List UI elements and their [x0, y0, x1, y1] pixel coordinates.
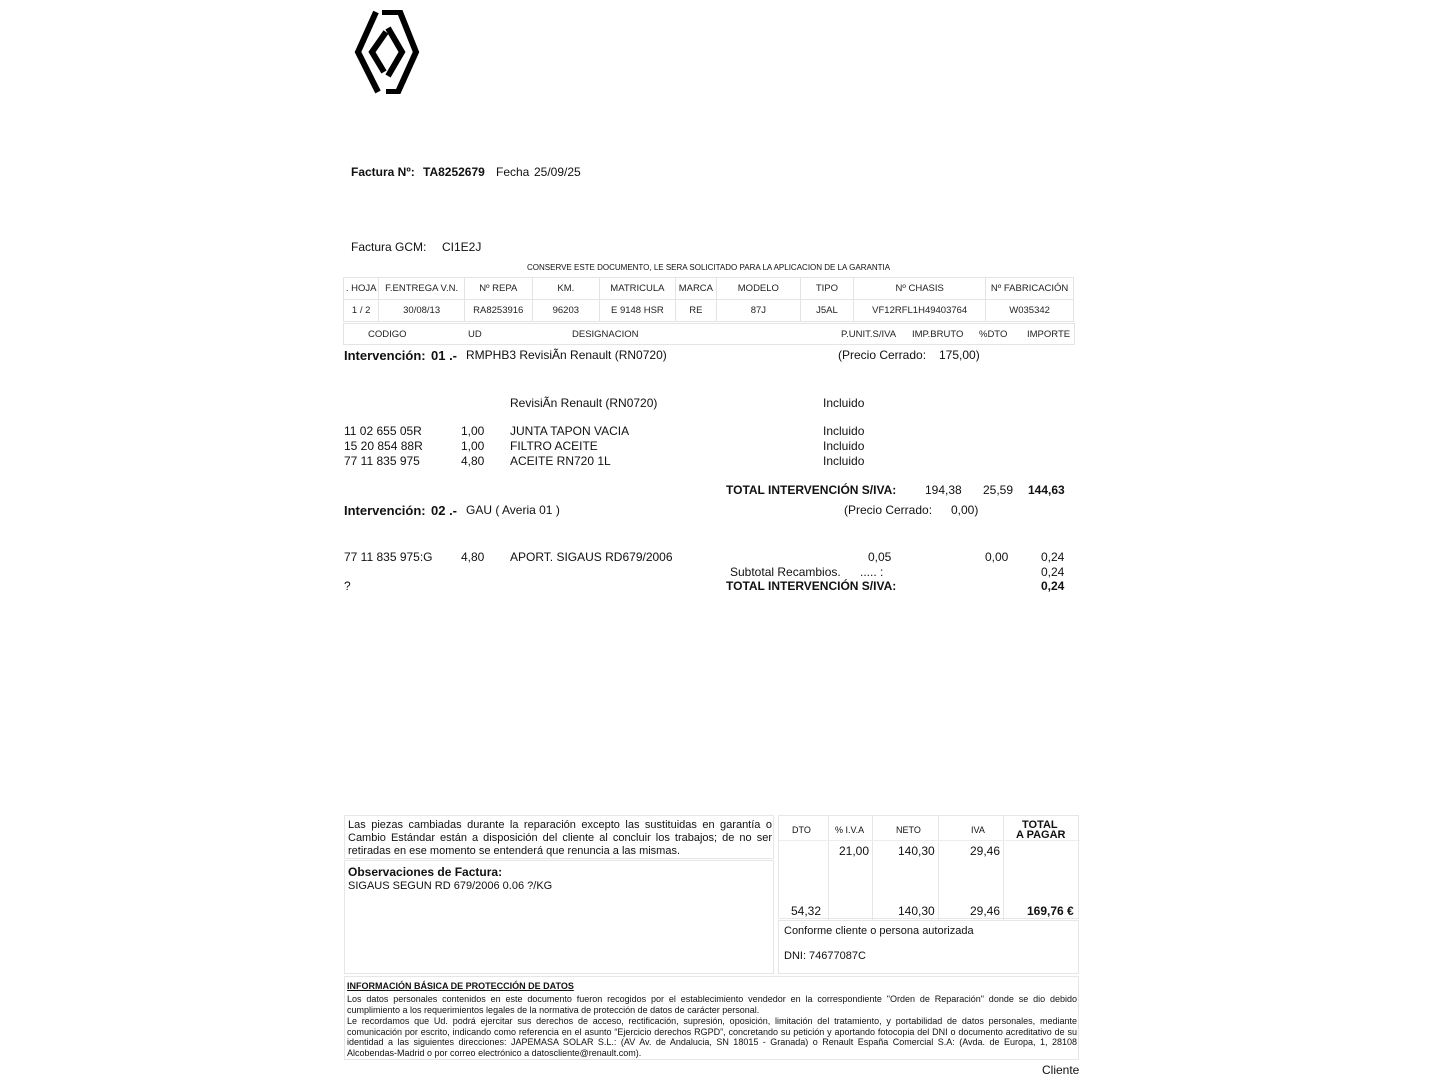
total-dto: 25,59 — [983, 483, 1014, 497]
km-value: 96203 — [532, 300, 600, 322]
marca-value: RE — [675, 300, 716, 322]
subtotal-label: Subtotal Recambios. — [730, 565, 841, 579]
total-intervention-label: TOTAL INTERVENCIÓN S/IVA: — [726, 579, 897, 593]
intervention-label: Intervención: — [344, 503, 426, 518]
col-repa: Nº REPA — [464, 278, 532, 300]
matricula-value: E 9148 HSR — [600, 300, 676, 322]
line-codigo: 11 02 655 05R — [344, 424, 422, 438]
col-chasis: Nº CHASIS — [854, 278, 986, 300]
sum-hdr-dto: DTO — [792, 825, 811, 835]
closed-price-label: (Precio Cerrado: — [844, 503, 933, 517]
line-ud: 4,80 — [461, 454, 485, 468]
vehicle-table-value-row — [344, 300, 1074, 322]
copy-label: Cliente — [1042, 1063, 1080, 1077]
sum-total-neto: 140,30 — [898, 904, 935, 918]
modelo-value: 87J — [717, 300, 801, 322]
sum-hdr-iva: IVA — [971, 825, 985, 835]
signature-box — [778, 920, 1079, 974]
hdr-impbruto: IMP.BRUTO — [912, 329, 964, 340]
col-matricula: MATRICULA — [600, 278, 676, 300]
subheading: RevisiÃn Renault (RN0720) — [510, 396, 658, 410]
privacy-title: INFORMACIÓN BÁSICA DE PROTECCIÓN DE DATOS — [347, 981, 574, 991]
observations-text: SIGAUS SEGUN RD 679/2006 0.06 ?/KG — [348, 880, 553, 892]
warranty-notice: CONSERVE ESTE DOCUMENTO, LE SERA SOLICITADO PARA LA APLICACION DE LA GARANTIA — [527, 263, 891, 272]
total-intervention-label: TOTAL INTERVENCIÓN S/IVA: — [726, 483, 897, 497]
sum-iva: 29,46 — [970, 844, 1001, 858]
line-ud: 1,00 — [461, 424, 485, 438]
closed-price-value: 175,00) — [939, 348, 980, 362]
line-punit: 0,05 — [868, 550, 892, 564]
invoice-number: TA8252679 — [423, 165, 485, 179]
line-ud: 1,00 — [461, 439, 485, 453]
intervention-number: 02 .- — [431, 503, 458, 518]
line-designacion: FILTRO ACEITE — [510, 439, 598, 453]
chasis-value: VF12RFL1H49403764 — [854, 300, 986, 322]
dni-value: DNI: 74677087C — [784, 950, 866, 962]
line-dto: 0,00 — [985, 550, 1009, 564]
line-status: Incluido — [823, 439, 865, 453]
col-km: KM. — [532, 278, 600, 300]
vehicle-table-header-row — [344, 278, 1074, 300]
parts-notice-text: Las piezas cambiadas durante la reparación excepto las sustituidas en garantía o Cambio Estándar están a disposición del cliente al concluir los trabajos; de no ser retiradas en ese momento se entenderá que renuncia a las mismas. — [348, 819, 772, 857]
col-modelo: MODELO — [717, 278, 801, 300]
sum-total-iva: 29,46 — [970, 904, 1001, 918]
col-marca: MARCA — [675, 278, 716, 300]
line-codigo: 15 20 854 88R — [344, 439, 423, 453]
vehicle-info-table — [343, 277, 1074, 322]
subtotal-dots: ..... : — [860, 565, 884, 579]
intervention-description: RMPHB3 RevisiÃn Renault (RN0720) — [466, 348, 667, 362]
col-fentrega: F.ENTREGA V.N. — [379, 278, 465, 300]
sum-hdr-total-1: TOTAL — [1022, 819, 1058, 831]
fabricacion-value: W035342 — [986, 300, 1074, 322]
parts-notice-box — [344, 815, 774, 859]
privacy-box — [344, 976, 1079, 1060]
sum-total-dto: 54,32 — [791, 904, 822, 918]
subtotal-value: 0,24 — [1041, 565, 1065, 579]
total-importe: 144,63 — [1028, 483, 1065, 497]
intervention-description: GAU ( Averia 01 ) — [466, 503, 560, 517]
sum-hdr-iva-pct: % I.V.A — [835, 825, 865, 835]
line-items-header — [343, 323, 1075, 345]
line-status: Incluido — [823, 454, 865, 468]
line-codigo: 77 11 835 975:G — [344, 550, 433, 564]
hdr-importe: IMPORTE — [1027, 329, 1071, 340]
total-importe: 0,24 — [1041, 579, 1065, 593]
invoice-number-label: Factura Nº: — [351, 165, 415, 179]
totals-summary — [778, 815, 1079, 919]
observations-title: Observaciones de Factura: — [348, 865, 503, 879]
col-tipo: TIPO — [800, 278, 853, 300]
hdr-designacion: DESIGNACION — [572, 329, 639, 340]
intervention-label: Intervención: — [344, 348, 426, 363]
total-bruto: 194,38 — [925, 483, 962, 497]
unknown-mark: ? — [344, 579, 351, 593]
renault-logo-icon — [354, 10, 420, 94]
repa-value: RA8253916 — [464, 300, 532, 322]
intervention-number: 01 .- — [431, 348, 458, 363]
gcm-value: CI1E2J — [442, 240, 482, 254]
line-ud: 4,80 — [461, 550, 485, 564]
sum-iva-pct: 21,00 — [839, 844, 870, 858]
line-importe: 0,24 — [1041, 550, 1065, 564]
line-designacion: APORT. SIGAUS RD679/2006 — [510, 550, 673, 564]
col-fabricacion: Nº FABRICACIÓN — [986, 278, 1074, 300]
signature-label: Conforme cliente o persona autorizada — [784, 925, 974, 937]
line-designacion: JUNTA TAPON VACIA — [510, 424, 630, 438]
observations-box — [344, 860, 774, 974]
hdr-ud: UD — [468, 329, 482, 340]
hdr-punit: P.UNIT.S/IVA — [841, 329, 897, 340]
hdr-codigo: CODIGO — [368, 329, 407, 340]
hoja-value: 1 / 2 — [344, 300, 379, 322]
total-to-pay: 169,76 € — [1027, 904, 1074, 918]
col-hoja: . HOJA — [344, 278, 379, 300]
privacy-paragraph-1: Los datos personales contenidos en este documento fueron recogidos por el establecimiento vendedor en la correspondiente "Orden de Reparación" donde se dio debido cumplimiento a los requerimientos legales de la normativa de protección de datos de carácter personal. — [347, 994, 1077, 1015]
invoice-date-label: Fecha — [496, 165, 530, 179]
privacy-paragraph-2: Le recordamos que Ud. podrá ejercitar sus derechos de acceso, rectificación, supresión, oposición, limitación del tratamiento, y portabilidad de datos personales, mediante comunicación por escrito, indicando como referencia en el asunto “Ejercicio derechos RGPD”, concretando su petición y aportando fotocopia del DNI o documento acreditativo de su identidad a las siguientes direcciones: JAPEMASA SOLAR S.L.: (AV Av. de Andalucia, SN 18015 - Granada) o Renault España Comercial S.A: (Avda. de Europa, 1, 28108 Alcobendas-Madrid o por correo electrónico a datoscliente@renault.com). — [347, 1016, 1077, 1058]
closed-price-value: 0,00) — [951, 503, 979, 517]
sum-neto: 140,30 — [898, 844, 935, 858]
tipo-value: J5AL — [800, 300, 853, 322]
closed-price-label: (Precio Cerrado: — [838, 348, 927, 362]
invoice-date: 25/09/25 — [534, 165, 581, 179]
line-codigo: 77 11 835 975 — [344, 454, 420, 468]
sum-hdr-total-2: A PAGAR — [1016, 829, 1066, 841]
fentrega-value: 30/08/13 — [379, 300, 465, 322]
line-designacion: ACEITE RN720 1L — [510, 454, 611, 468]
gcm-label: Factura GCM: — [351, 240, 427, 254]
line-status: Incluido — [823, 424, 865, 438]
hdr-dto: %DTO — [979, 329, 1008, 340]
subheading-status: Incluido — [823, 396, 865, 410]
sum-hdr-neto: NETO — [896, 825, 921, 835]
